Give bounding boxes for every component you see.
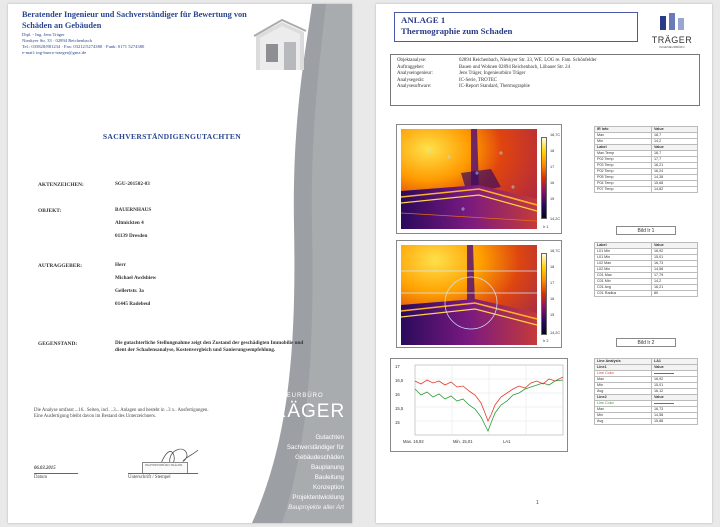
table-cell: Max <box>595 133 652 139</box>
scale-label: 15 <box>550 313 555 317</box>
table-cell: C01 Min <box>595 279 652 285</box>
objekt-label: OBJEKT: <box>38 208 62 214</box>
table-cell: 14,58 <box>652 413 698 419</box>
header-line-email: e-mail: ing-buero-traeger@gmx.de <box>22 50 87 55</box>
table-cell: 80 <box>652 291 698 297</box>
auftraggeber-line: 01445 Radebeul <box>115 301 151 307</box>
table-cell: 17,7 <box>652 157 698 163</box>
objekt-line: 01139 Dresden <box>115 233 148 239</box>
thermography-page <box>376 4 712 523</box>
table-cell: 14,82 <box>652 187 698 193</box>
info-key: Analyseingenieur: <box>397 71 433 77</box>
anlage-title-box <box>394 12 638 42</box>
table-cell: L02 Min <box>595 267 652 273</box>
date-rule <box>34 473 78 474</box>
gegenstand-text: Die gutachterliche Stellungnahme zeigt den Zustand der geschädigten Immobilie und dient der Schadensanalyse, Kostenvergleich und Sanierungsempfehlung. <box>115 340 304 353</box>
table-cell: 14,2 <box>652 279 698 285</box>
service-item: Bauplanung <box>310 464 344 471</box>
objekt-line: Altmickten 4 <box>115 220 144 226</box>
auftraggeber-line: Herr <box>115 262 126 268</box>
image-small-caption: Ir 2 <box>543 339 549 343</box>
table-cell: Max.Temp <box>595 151 652 157</box>
date-value: 06.03.2015 <box>34 466 56 471</box>
table-cell: P03 Temp <box>595 163 652 169</box>
company-logo <box>644 12 700 50</box>
table-cell: Line Analysis <box>595 359 652 365</box>
info-key: Objektanalyse: <box>397 58 427 63</box>
table-cell: Avg <box>595 389 652 395</box>
table-cell: Value <box>652 127 698 133</box>
graph-stat-max: Max. 16,92 <box>403 439 424 444</box>
anlage-title: ANLAGE 1 <box>401 15 446 25</box>
info-row <box>397 78 693 85</box>
table-cell: 16,73 <box>652 261 698 267</box>
line-label-table <box>594 242 698 297</box>
table-cell: 18,7 <box>652 151 698 157</box>
scale-label: 15 <box>550 197 555 201</box>
thermal-image-2-panel <box>396 240 562 348</box>
scale-label: 16 <box>550 297 555 301</box>
scale-label: 18,7C <box>550 133 561 137</box>
table-cell: Value <box>652 365 698 371</box>
y-tick: 15,5 <box>395 406 404 411</box>
logo-name: TRÄGER <box>651 35 693 45</box>
table-cell: Max <box>595 407 652 413</box>
table-cell: 15,68 <box>652 181 698 187</box>
table-cell: L01 Min <box>595 249 652 255</box>
info-value: IC-Report Standard, Thermographie <box>459 84 530 90</box>
scale-label: 17 <box>550 281 555 285</box>
info-row <box>397 65 693 72</box>
thermal-image-1-panel <box>396 124 562 234</box>
table-cell: Value <box>652 145 698 151</box>
signature-rule <box>128 473 198 474</box>
ir-info-table <box>594 126 698 193</box>
color-scale-bar <box>541 253 547 335</box>
table-cell: 16,21 <box>652 163 698 169</box>
scale-label: 18,7C <box>550 249 561 253</box>
scale-label: 18 <box>550 265 555 269</box>
info-row <box>397 84 693 91</box>
service-item: Sachverständiger für <box>286 444 344 451</box>
table-cell: P04 Temp <box>595 181 652 187</box>
table-cell: Line Color <box>595 401 652 407</box>
table-cell: 14,58 <box>652 267 698 273</box>
table-cell: 16,92 <box>652 377 698 383</box>
auftraggeber-line: Gellertstr. 3a <box>115 288 144 294</box>
info-row <box>397 71 693 78</box>
table-cell: 16,73 <box>652 407 698 413</box>
document-title: SACHVERSTÄNDIGENGUTACHTEN <box>102 132 242 141</box>
header-title: Beratender Ingenieur und Sachverständiger für Bewertung von Schäden an Gebäuden <box>22 10 247 30</box>
table-cell: Line2 <box>595 395 652 401</box>
objekt-line: BAUERNHAUS <box>115 207 152 213</box>
table-cell: Value <box>652 243 698 249</box>
table-cell: 16,12 <box>652 389 698 395</box>
graph-stat-line: LA1 <box>503 439 511 444</box>
service-item: Bauleitung <box>314 474 344 481</box>
service-item: Projektentwicklung <box>292 494 344 501</box>
table-cell: L02 Max <box>595 261 652 267</box>
y-tick: 16,5 <box>395 378 404 383</box>
table-cell: 16,92 <box>652 249 698 255</box>
table-cell: P05 Temp <box>595 175 652 181</box>
line-analysis-table <box>594 358 698 425</box>
header-line-address: Nieskyer Str. 33 · 02894 Reichenbach <box>22 38 92 43</box>
house-logo-icon <box>252 14 308 72</box>
table-cell: 15,01 <box>652 255 698 261</box>
table-cell: 17,79 <box>652 273 698 279</box>
signature-label: Unterschrift / Stempel <box>128 475 171 480</box>
scale-label: 17 <box>550 165 555 169</box>
auftraggeber-label: AUTRAGGEBER: <box>38 263 83 269</box>
info-key: Analysesoftware: <box>397 84 432 90</box>
report-cover-page <box>8 4 352 523</box>
table-cell: Max <box>595 377 652 383</box>
service-item: Gutachten <box>315 434 344 441</box>
info-value: IC-Serie, TROTEC <box>459 77 497 83</box>
aktenzeichen-label: AKTENZEICHEN: <box>38 182 84 188</box>
gegenstand-label: GEGENSTAND: <box>38 341 78 347</box>
table-cell: Label <box>595 243 652 249</box>
info-value: Bauen und Wohnen 02894 Reichenbach, Löbauer Str. 24 <box>459 64 571 70</box>
table-cell: Value <box>652 395 698 401</box>
image-2-caption: Bild Ir 2 <box>616 338 676 347</box>
table-cell: 16,24 <box>652 169 698 175</box>
thermal-image-1 <box>401 129 537 229</box>
y-tick: 16 <box>395 392 400 397</box>
page-number: 1 <box>536 500 539 506</box>
scale-label: 16 <box>550 181 555 185</box>
scale-label: 18 <box>550 149 555 153</box>
table-cell: P07 Temp <box>595 187 652 193</box>
y-tick: 17 <box>395 364 400 369</box>
y-tick: 15 <box>395 420 400 425</box>
header-line-phone: Tel.: 035828/881234 · Fax: 03212/5274380 · Funk: 0171 5274380 <box>22 44 145 49</box>
auftraggeber-line: Michael Awdshiew <box>115 275 157 281</box>
service-item: Bauprojekte aller Art <box>288 504 344 511</box>
table-cell: 15,88 <box>652 419 698 425</box>
table-cell: C01 Avg <box>595 285 652 291</box>
graph-stat-min: Min. 15,01 <box>453 439 473 444</box>
aktenzeichen-value: SGU-201502-03 <box>115 181 150 187</box>
line-analysis-graph <box>390 358 568 452</box>
table-cell: Line Color <box>595 371 652 377</box>
info-key: Analysegerät: <box>397 77 425 83</box>
table-cell: Min <box>595 139 652 145</box>
table-cell: 14,38 <box>652 175 698 181</box>
brand-name: TRÄGER <box>260 401 346 422</box>
table-cell: P02 Temp <box>595 157 652 163</box>
table-cell: IR Info <box>595 127 652 133</box>
service-item: Konzeption <box>313 484 344 491</box>
table-cell: LA1 <box>652 359 698 365</box>
table-cell: Min <box>595 413 652 419</box>
image-small-caption: Ir 1 <box>543 225 549 229</box>
anlage-subtitle: Thermographie zum Schaden <box>401 26 513 36</box>
thermal-image-2 <box>401 245 537 345</box>
date-label: Datum <box>34 475 48 480</box>
info-key: Auftraggeber: <box>397 64 425 70</box>
table-cell: 18,7 <box>652 133 698 139</box>
table-cell: Line1 <box>595 365 652 371</box>
table-row <box>595 419 698 425</box>
brand-subtitle: INGENIEURBÜRO <box>260 393 324 399</box>
header-line-name: Dipl. - Ing. Jens Träger <box>22 32 65 37</box>
info-value: Jens Träger, Ingenieurbüro Träger <box>459 71 526 77</box>
info-row <box>397 58 693 65</box>
info-value: 02894 Reichenbach, Nieskyer Str. 33, WE. LOG re. Fam. Schönfelder <box>459 58 597 63</box>
table-cell: C01 Radius <box>595 291 652 297</box>
footer-note: Die Analyse umfasst ...16.. Seiten, incl. ..3... Anlagen und besteht in ..3 x.. Ausfertigungen. <box>34 408 209 413</box>
service-item: Gebäudeschäden <box>295 454 344 461</box>
table-cell: 16,21 <box>652 285 698 291</box>
table-cell: Label <box>595 145 652 151</box>
building-logo-icon <box>659 12 685 30</box>
table-cell: Avg <box>595 419 652 425</box>
table-cell: C01 Max <box>595 273 652 279</box>
logo-subtitle: INGENIEURBÜRO <box>659 45 685 49</box>
stamp-text: INGENIEURBÜRO TRÄGER <box>145 463 183 467</box>
table-cell: 14,2 <box>652 139 698 145</box>
table-cell: 15,01 <box>652 383 698 389</box>
color-scale-bar <box>541 137 547 219</box>
table-cell: Min <box>595 383 652 389</box>
analysis-info-box <box>390 54 700 106</box>
table-cell: L01 Min <box>595 255 652 261</box>
table-cell: P02 Temp <box>595 169 652 175</box>
scale-label: 14,2C <box>550 217 561 221</box>
table-row <box>595 291 698 297</box>
footer-note: Eine Ausfertigung bleibt davon im Bestand des Unterzeichners. <box>34 414 157 419</box>
scale-label: 14,2C <box>550 331 561 335</box>
table-row <box>595 187 698 193</box>
image-1-caption: Bild Ir 1 <box>616 226 676 235</box>
